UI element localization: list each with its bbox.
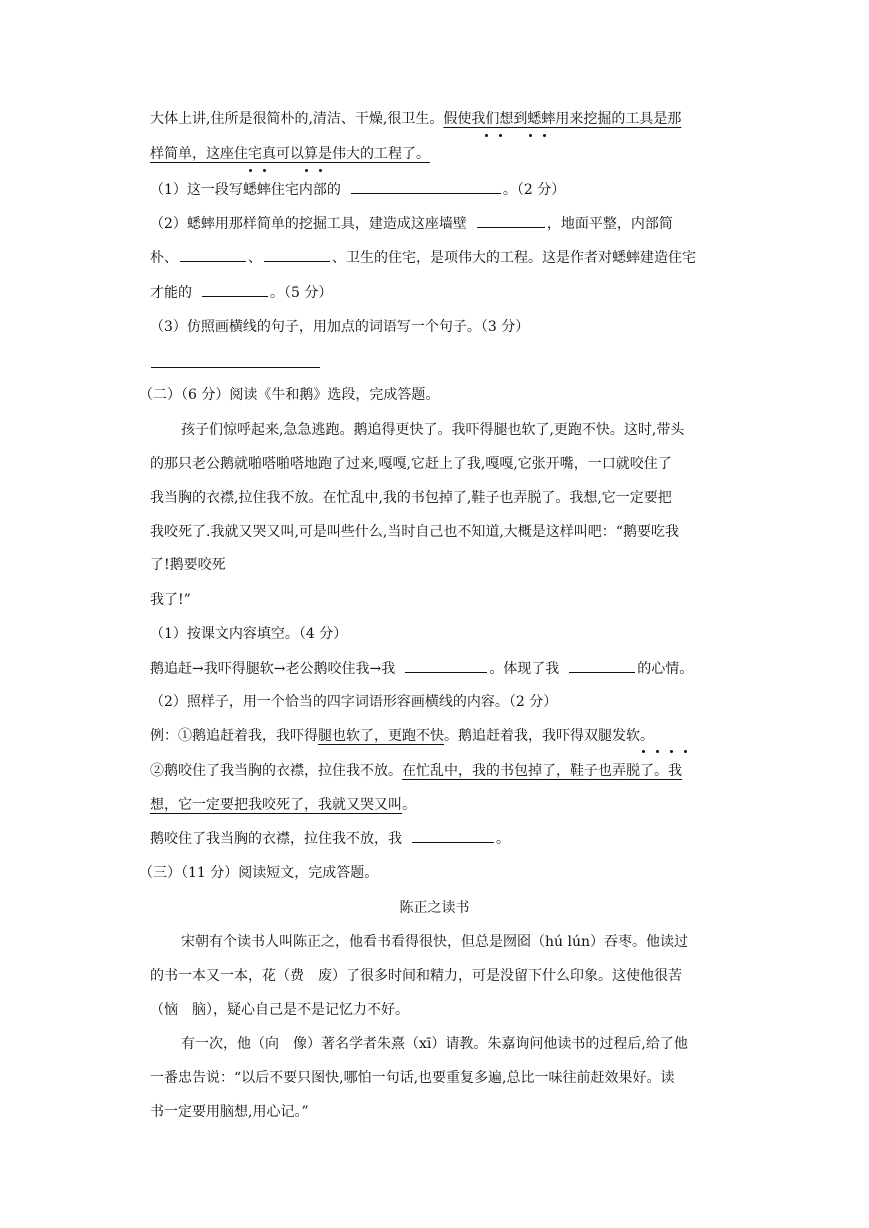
paragraph-line: 的那只老公鹅就啪嗒啪嗒地跑了过来,嘎嘎,它赶上了我,嘎嘎,它张开嘴，一口就咬住了 [150,456,672,472]
answer-blank[interactable] [412,828,494,843]
underlined-sentence: 在忙乱中，我的书包掉了，鞋子也弄脱了。我 [402,763,682,779]
paragraph-line: 了!鹅要咬死 [150,557,226,573]
paragraph-line: 宋朝有个读书人叫陈正之，他看书看得很快，但总是囫囵（hú lún）吞枣。他读过 [181,934,688,950]
paragraph-line: （恼 脑），疑心自己是不是记忆力不好。 [150,1002,409,1018]
answer-blank[interactable] [202,282,268,297]
answer-blank[interactable] [405,658,487,673]
paragraph-line: 有一次，他（向 像）著名学者朱熹（xī）请教。朱嘉询问他读书的过程后,给了他 [181,1036,688,1052]
question-line: 想，它一定要把我咬死了，我就又哭又叫。 [150,797,416,813]
question-line: ②鹅咬住了我当胸的衣襟，拉住我不放。在忙乱中，我的书包掉了，鞋子也弄脱了。我 [150,763,682,779]
answer-blank[interactable] [180,247,246,262]
question-line: （2）照样子，用一个恰当的四字词语形容画横线的内容。（2 分） [150,694,558,710]
paragraph-line: 我了!” [150,592,191,608]
paragraph-line: 大体上讲,住所是很简朴的,清洁、干燥,很卫生。假使我们想到蟋蟀用来挖掘的工具是那 [150,111,682,127]
paragraph-line: 我咬死了.我就又哭又叫,可是叫些什么,当时自己也不知道,大概是这样叫吧：“鹅要吃我 [150,524,679,540]
answer-blank[interactable] [351,179,501,194]
question-line: （1）按课文内容填空。（4 分） [150,626,348,642]
paragraph-line: 的书一本又一本，花（费 废）了很多时间和精力，可是没留下什么印象。这使他很苦 [150,968,682,984]
article-title: 陈正之读书 [399,900,470,916]
underlined-sentence: 样简单，这座住宅真可以算是伟大的工程了。 [150,146,430,162]
answer-blank[interactable] [264,247,330,262]
section-heading: （三）（11 分）阅读短文，完成答题。 [139,865,379,881]
emphasis-dots [0,169,869,173]
paragraph-line: 孩子们惊呼起来,急急逃跑。鹅追得更快了。我吓得腿也软了,更跑不快。这时,带头 [181,422,685,438]
question-line: 鹅追赶→我吓得腿软→老公鹅咬住我→我 。体现了我 的心情。 [150,658,693,680]
question-line: 朴、 、 、卫生的住宅，是项伟大的工程。这是作者对蟋蟀建造住宅 [150,247,696,269]
example-line: 例：①鹅追赶着我，我吓得腿也软了，更跑不快。鹅追赶着我，我吓得双腿发软。 [150,728,654,744]
underlined-sentence: 想，它一定要把我咬死了，我就又哭又叫 [150,797,402,813]
question-line: 才能的 。（5 分） [150,282,332,304]
paragraph-line: 我当胸的衣襟,拉住我不放。在忙乱中,我的书包掉了,鞋子也弄脱了。我想,它一定要把 [150,490,672,506]
question-line: （2）蟋蟀用那样简单的挖掘工具，建造成这座墙壁 ，地面平整，内部简 [150,213,673,235]
question-line: （3）仿照画横线的句子，用加点的词语写一个句子。（3 分） [150,319,530,335]
emphasis-dots [0,134,869,138]
paragraph-line [150,143,430,165]
question-line: 鹅咬住了我当胸的衣襟，拉住我不放，我 。 [150,828,510,850]
dotted-phrase: 双腿发软 [584,728,640,744]
section-heading: （二）（6 分）阅读《牛和鹅》选段，完成答题。 [139,387,440,403]
underlined-phrase: 腿也软了，更跑不快 [318,728,444,744]
question-line: （1）这一段写蟋蟀住宅内部的 。（2 分） [150,179,565,201]
answer-blank[interactable] [569,658,635,673]
answer-blank[interactable] [477,213,545,228]
underlined-sentence: 假使我们想到蟋蟀用来挖掘的工具是那 [443,111,682,127]
paragraph-line: 书一定要用脑想,用心记。” [150,1104,309,1120]
emphasis-dots [0,750,869,754]
answer-line[interactable] [151,367,320,368]
paragraph-line: 一番忠告说：“以后不要只图快,哪怕一句话,也要重复多遍,总比一味往前赶效果好。读 [150,1070,675,1086]
